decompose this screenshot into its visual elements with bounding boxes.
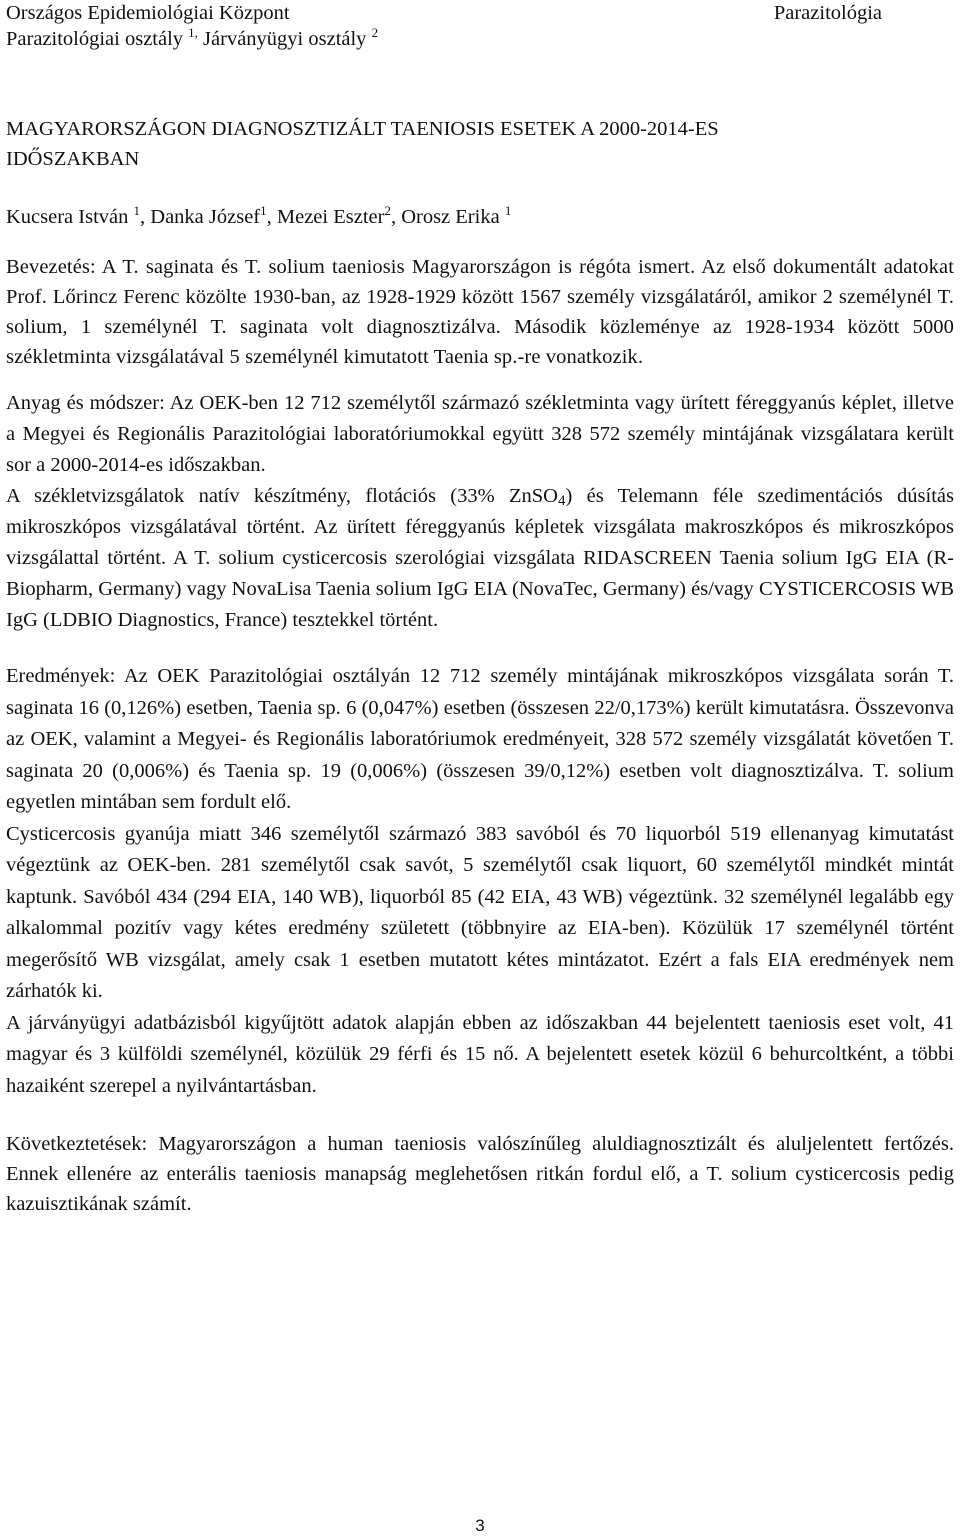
methods-text-after: ) és Telemann féle szedimentációs dúsítás mikroszkópos vizsgálatával történt. Az ürített féreggyanús képletek vizsgálata makroszkópos és mikroszkópos vizsgálattal történt. A T. solium cysticercosis szerológiai vizsgálata RIDASCREEN Taenia solium IgG EIA (R-Biopharm, Germany) vagy NovaLisa Taenia solium IgG EIA (NovaTec, Germany) és/vagy CYSTICERCOSIS WB IgG (LDBIO Diagnostics, France) tesztekkel történt.	[6, 485, 954, 631]
methods-text-before: A székletvizsgálatok natív készítmény, flotációs (33% ZnSO	[6, 485, 558, 507]
paper-title	[6, 114, 954, 174]
author-list	[6, 202, 954, 232]
header-category: Parazitológia	[773, 2, 882, 24]
header-dept-2-sup: 2	[371, 25, 379, 41]
section-results-p2: Cysticercosis gyanúja miatt 346 személytől származó 383 savóból és 70 liquorból 519 ellenanyag kimutatást végeztünk az OEK-ben. 281 személytől csak savót, 5 személytől csak liquort, 60 személytől mindkét mintát kaptunk. Savóból 434 (294 EIA, 140 WB), liquorból 85 (42 EIA, 43 WB) végeztünk. 32 személynél legalább egy alkalommal pozitív vagy kétes eredmény született (többnyire az EIA-ben). Közülük 17 személynél történt megerősítő WB vizsgálat, amely csak 1 esetben mutatott kétes mintázatot. Ezért a fals EIA eredmények nem zárhatók ki.	[6, 822, 954, 1002]
author-name: Danka József	[150, 206, 261, 228]
header-dept-1-sup: 1,	[188, 25, 198, 41]
author-affiliation: 2	[384, 203, 391, 219]
header-dept-2: Járványügyi osztály	[197, 28, 367, 50]
section-methods-p2	[6, 481, 954, 636]
author-affiliation: 1	[133, 203, 141, 219]
header-organization: Országos Epidemiológiai Központ	[6, 2, 290, 24]
author-name: Orosz Erika	[401, 206, 500, 228]
header-left	[6, 0, 378, 52]
author-name: Kucsera István	[6, 206, 129, 228]
author-separator: ,	[266, 206, 277, 228]
section-conclusions: Következtetések: Magyarországon a human taeniosis valószínűleg aluldiagnosztizált és aluljelentett fertőzés. Ennek ellenére az enterális taeniosis manapság meglehetősen ritkán fordul elő, a T. solium cysticercosis pedig kazuisztikának számít.	[6, 1133, 954, 1215]
header-departments	[6, 26, 378, 52]
section-results-p3: A járványügyi adatbázisból kigyűjtött adatok alapján ebben az időszakban 44 bejelentett taeniosis eset volt, 41 magyar és 3 külföldi személynél, közülük 29 férfi és 15 nő. A bejelentett esetek közül 6 behurcoltként, a többi hazaiként szerepel a nyilvántartásban.	[6, 1011, 954, 1097]
paper-title-line-1: MAGYARORSZÁGON DIAGNOSZTIZÁLT TAENIOSIS ESETEK A 2000-2014-ES	[6, 118, 719, 140]
paper-title-line-2: IDŐSZAKBAN	[6, 148, 140, 170]
author-separator: ,	[390, 206, 402, 228]
header-dept-1: Parazitológiai osztály	[6, 28, 184, 50]
methods-subscript: 4	[557, 493, 566, 509]
author-affiliation: 1	[504, 203, 512, 219]
author-name: Mezei Eszter	[276, 206, 385, 228]
section-methods-p1: Anyag és módszer: Az OEK-ben 12 712 személytől származó székletminta vagy ürített féreggyanús képlet, illetve a Megyei és Regionális Parazitológiai laboratóriumokkal együtt 328 572 személy mintájának vizsgálatara került sor a 2000-2014-es időszakban.	[6, 392, 954, 476]
section-introduction: Bevezetés: A T. saginata és T. solium taeniosis Magyarországon is régóta ismert. Az első dokumentált adatokat Prof. Lőrincz Ferenc közölte 1930-ban, az 1928-1929 között 1567 személy vizsgálatáról, amikor 2 személynél T. solium, 1 személynél T. saginata volt diagnosztizálva. Második közleménye az 1928-1934 között 5000 székletminta vizsgálatával 5 személynél kimutatott Taenia sp.-re vonatkozik.	[6, 256, 954, 368]
document-page	[6, 0, 954, 1219]
page-header	[6, 0, 954, 56]
author-affiliation: 1	[260, 203, 267, 219]
author-separator: ,	[140, 206, 151, 228]
page-number: 3	[475, 1516, 485, 1535]
section-results-p1: Eredmények: Az OEK Parazitológiai osztályán 12 712 személy mintájának mikroszkópos vizsgálata során T. saginata 16 (0,126%) esetben, Taenia sp. 6 (0,047%) esetben (összesen 22/0,173%) került kimutatásra. Összevonva az OEK, valamint a Megyei- és Regionális laboratóriumok eredményeit, 328 572 személy vizsgálatát követően T. saginata 20 (0,006%) és Taenia sp. 19 (0,006%) (összesen 39/0,12%) esetben volt diagnosztizálva. T. solium egyetlen mintában sem fordult elő.	[6, 665, 954, 813]
